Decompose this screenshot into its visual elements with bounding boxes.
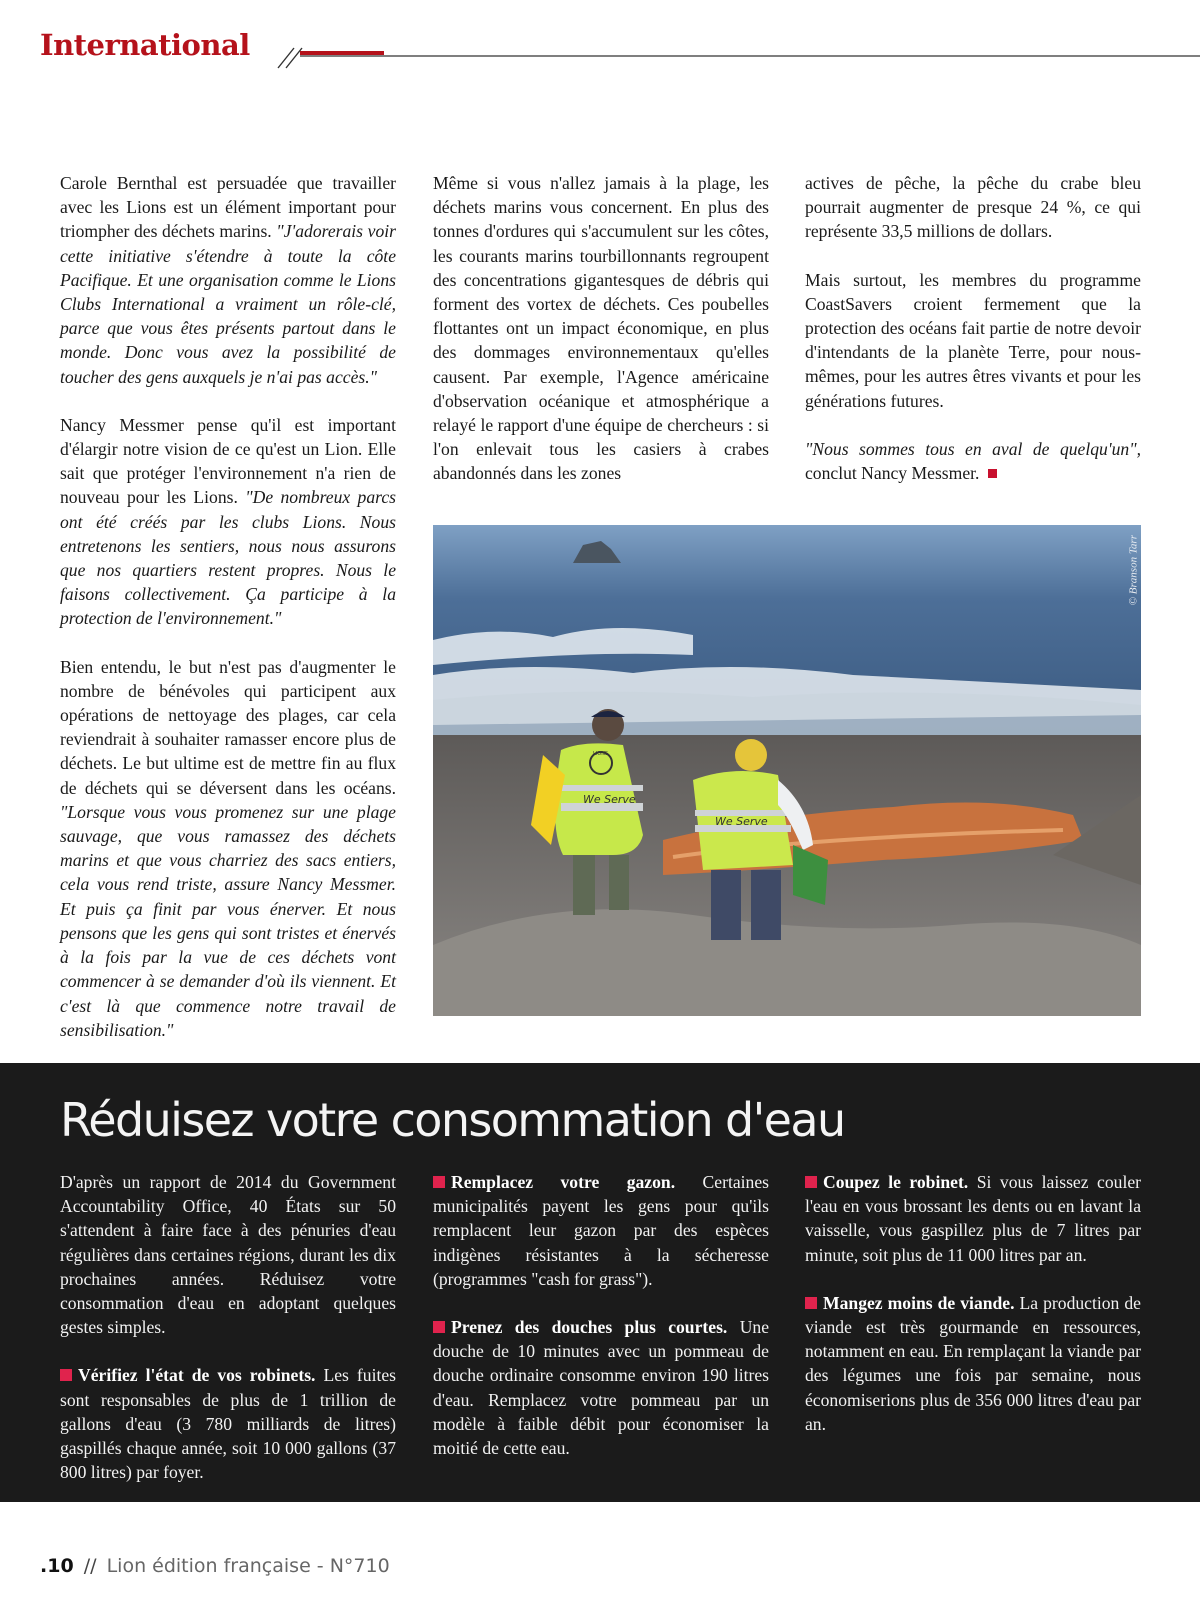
square-bullet-icon xyxy=(805,1297,817,1309)
tip-item xyxy=(805,1291,1141,1436)
article-column-1 xyxy=(60,171,396,1066)
paragraph xyxy=(60,413,396,631)
end-of-article-square-icon xyxy=(988,469,997,478)
paragraph-text: conclut Nancy Messmer. xyxy=(805,463,980,484)
water-sidebar xyxy=(0,1063,1200,1502)
quote-text: "Nous sommes tous en aval de quelqu'un", xyxy=(805,438,1141,459)
tip-text: Les fuites sont responsables de plus de 1 trillion de gallons d'eau (3 780 milliards de litres) gaspillés chaque année, soit 10 000 gallons (37 800 litres) par foyer. xyxy=(60,1365,396,1483)
publication-name: Lion édition française - N°710 xyxy=(106,1555,390,1577)
quote-text: "Lorsque vous vous promenez sur une plage sauvage, que vous ramassez des déchets marins et que vous charriez des sacs entiers, cela vous rend triste, assure Nancy Messmer. Et puis ça finit par vous énerver. Et nous pensons que les gens qui sont tristes et énervés à la fois par la vue de ces déchets vont commencer à se demander d'où ils viennent. Et c'est là que commence notre travail de sensibilisation." xyxy=(60,801,396,1040)
vest-text: We Serve xyxy=(583,793,636,806)
sidebar-column-1 xyxy=(60,1170,396,1508)
tip-heading: Vérifiez l'état de vos robinets. xyxy=(78,1365,316,1386)
footer-separator: // xyxy=(83,1555,97,1577)
vest-text: We Serve xyxy=(715,815,768,828)
paragraph-text: Carole Bernthal est persuadée que travailler avec les Lions est un élément important pour triompher des déchets marins. xyxy=(60,173,396,242)
paragraph-text: Même si vous n'allez jamais à la plage, les déchets marins vous concernent. En plus des tonnes d'ordures qui s'accumulent sur les côtes, les courants marins tourbillonnants regroupent des concentrations gigantesques de débris qui forment des vortex de déchets. Ces poubelles flottantes ont un impact économique, en plus des dommages environnementaux qu'elles causent. Par exemple, l'Agence américaine d'observation océanique et atmosphérique a relayé le rapport d'une équipe de chercheurs : si l'on enlevait tous les casiers à crabes abandonnés dans les zones xyxy=(433,173,769,484)
tip-item xyxy=(433,1315,769,1460)
square-bullet-icon xyxy=(433,1176,445,1188)
tip-heading: Remplacez votre gazon. xyxy=(451,1172,676,1192)
page-number: .10 xyxy=(40,1555,74,1577)
sidebar-column-2 xyxy=(433,1170,769,1484)
paragraph-text: Nancy Messmer pense qu'il est important d'élargir notre vision de ce qu'est un Lion. Elle sait que protéger l'environnement n'a rien de nouveau pour les Lions. xyxy=(60,414,396,508)
paragraph-text: Mais surtout, les membres du programme CoastSavers croient fermement que la protection des océans fait partie de notre devoir d'intendants de la planète Terre, pour nous-mêmes, pour les autres êtres vivants et pour les générations futures. xyxy=(805,269,1141,411)
paragraph xyxy=(805,437,1141,485)
quote-text: "J'adorerais voir cette initiative s'étendre à toute la côte Pacifique. Et une organisation comme le Lions Clubs International a vraiment un rôle-clé, parce que vous êtes présents partout dans le monde. Donc vous avez la possibilité de toucher des gens auxquels je n'ai pas accès." xyxy=(60,221,396,387)
square-bullet-icon xyxy=(805,1176,817,1188)
tip-heading: Coupez le robinet. xyxy=(823,1172,969,1192)
photo-credit: © Branson Tarr xyxy=(1127,535,1139,606)
sidebar-column-3 xyxy=(805,1170,1141,1460)
paragraph xyxy=(60,655,396,1042)
tip-text: Certaines municipalités payent les gens pour qu'ils remplacent leur gazon par des espèces indigènes résistantes à la sécheresse (programmes "cash for grass"). xyxy=(433,1172,769,1289)
sidebar-title: Réduisez votre consommation d'eau xyxy=(60,1093,845,1147)
foreground-log xyxy=(433,909,1141,1016)
tip-heading: Mangez moins de viande. xyxy=(823,1292,1015,1313)
tip-text: Si vous laissez couler l'eau en vous brossant les dents ou en lavant la vaisselle, vous gaspillez plus de 7 litres par minute, soit plus de 11 000 litres par an. xyxy=(805,1172,1142,1265)
quote-text: "De nombreux parcs ont été créés par les clubs Lions. Nous entretenons les sentiers, nous nous assurons que nos quartiers restent propres. Nous le faisons collectivement. Ça participe à la protection de l'environnement." xyxy=(60,487,396,629)
beach-cleanup-photo xyxy=(433,525,1141,1016)
paragraph-text: Bien entendu, le but n'est pas d'augmenter le nombre de bénévoles qui participent aux opérations de nettoyage des plages, car cela reviendrait à souhaiter ramasser encore plus de déchets. Le but ultime est de mettre fin au flux de déchets qui se déversent dans les océans. xyxy=(60,656,396,798)
tip-text: La production de viande est très gourmande en ressources, notamment en eau. En remplaçant la viande par des légumes une fois par semaine, nous économiserions plus de 356 000 litres d'eau par an. xyxy=(805,1292,1141,1434)
tip-text: Une douche de 10 minutes avec un pommeau de douche ordinaire consomme environ 190 litres d'eau. Remplacez votre pommeau par un modèle à faible débit pour économiser la moitié de cette eau. xyxy=(433,1317,769,1459)
vest-logo-text: LIONS xyxy=(593,751,609,757)
header-rule xyxy=(272,38,1200,78)
paragraph-text: actives de pêche, la pêche du crabe bleu pourrait augmenter de presque 24 %, ce qui représente 33,5 millions de dollars. xyxy=(805,173,1141,242)
tip-heading: Prenez des douches plus courtes. xyxy=(451,1317,728,1338)
page-footer xyxy=(40,1555,390,1577)
article-column-3 xyxy=(805,171,1141,509)
tip-item xyxy=(433,1170,769,1291)
article-column-2 xyxy=(433,171,769,510)
square-bullet-icon xyxy=(433,1321,445,1333)
paragraph xyxy=(60,171,396,389)
section-label: International xyxy=(40,28,250,62)
tip-item xyxy=(805,1170,1141,1267)
photo-illustration xyxy=(433,525,1141,1016)
square-bullet-icon xyxy=(60,1369,72,1381)
sidebar-intro: D'après un rapport de 2014 du Government Accountability Office, 40 États sur 50 s'attendent à faire face à des pénuries d'eau régulières dans certaines régions, durant les dix prochaines années. Réduisez votre consommation d'eau en adoptant quelques gestes simples. xyxy=(60,1172,396,1338)
tip-item xyxy=(60,1363,396,1484)
